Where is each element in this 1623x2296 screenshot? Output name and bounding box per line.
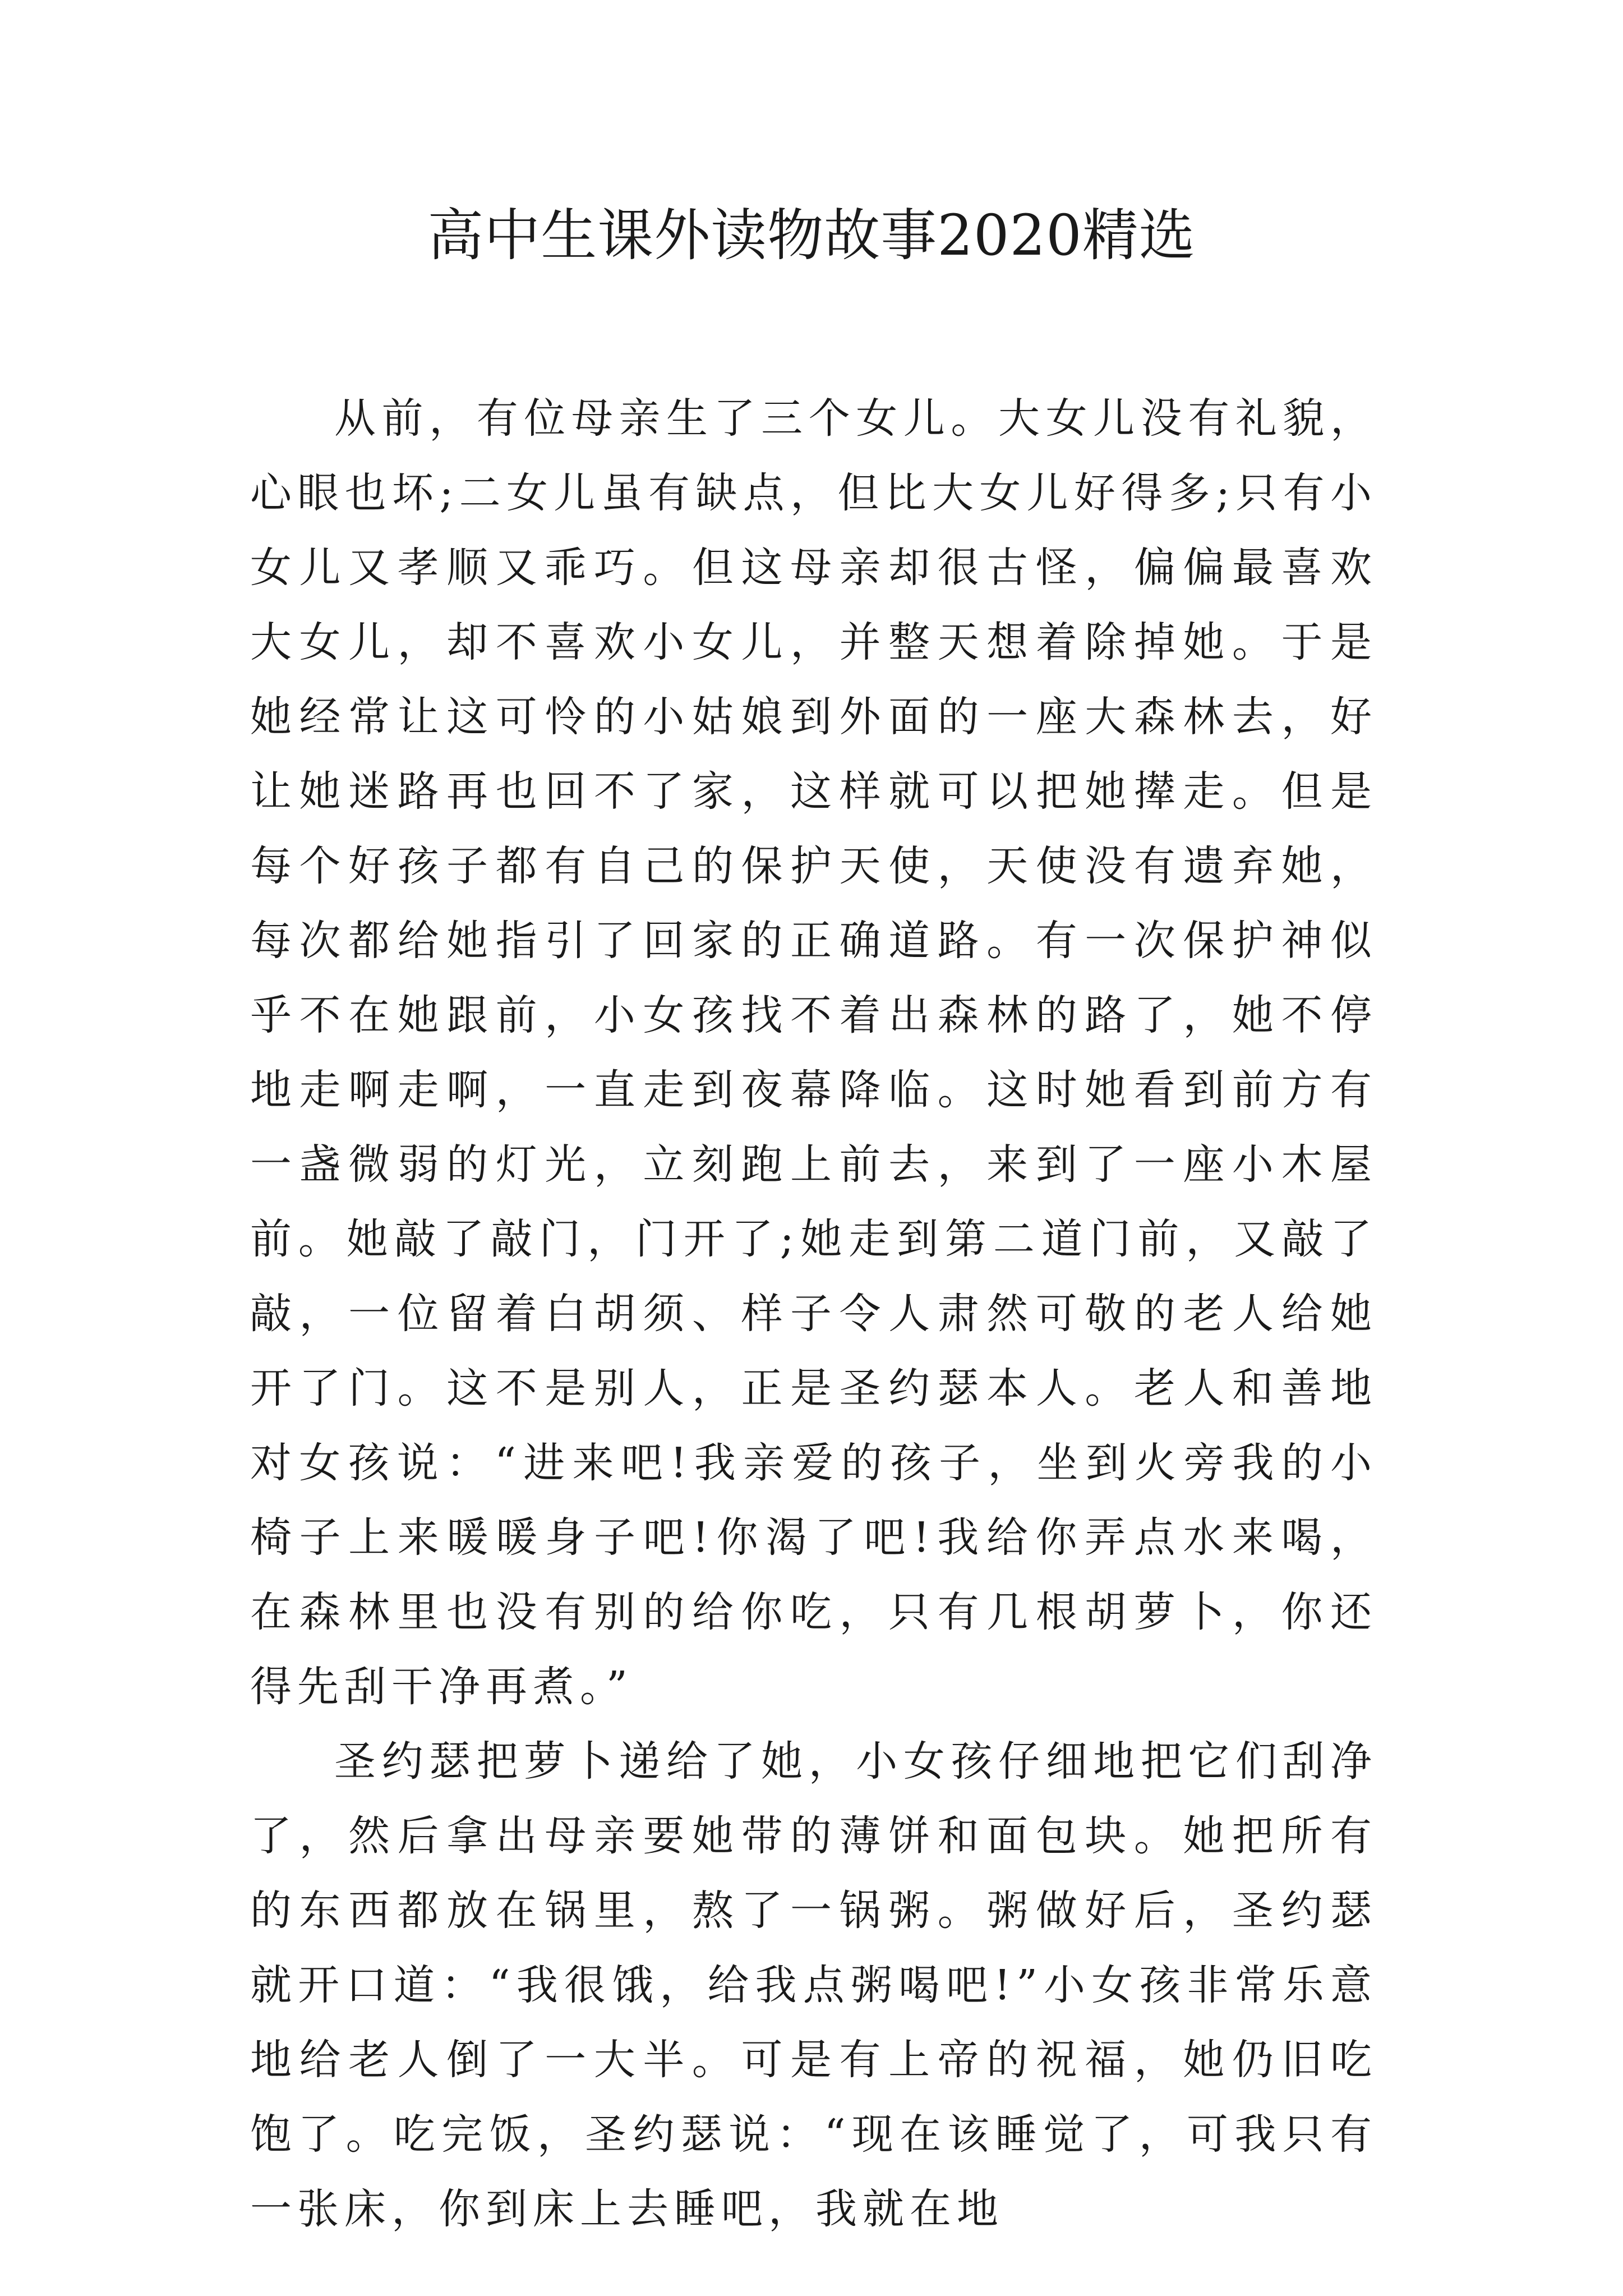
paragraph-2: 圣约瑟把萝卜递给了她，小女孩仔细地把它们刮净了，然后拿出母亲要她带的薄饼和面包块。她把所有的东西都放在锅里，熬了一锅粥。粥做好后，圣约瑟就开口道：“我很饿，给我点粥喝吧!”小女孩非常乐意地给老人倒了一大半。可是有上帝的祝福，她仍旧吃饱了。吃完饭，圣约瑟说：“现在该睡觉了，可我只有一张床，你到床上去睡吧，我就在地	[250, 1737, 1377, 2233]
paragraph-1: 从前，有位母亲生了三个女儿。大女儿没有礼貌，心眼也坏;二女儿虽有缺点，但比大女儿好得多;只有小女儿又孝顺又乖巧。但这母亲却很古怪，偏偏最喜欢大女儿，却不喜欢小女儿，并整天想着除掉她。于是她经常让这可怜的小姑娘到外面的一座大森林去，好让她迷路再也回不了家，这样就可以把她撵走。但是每个好孩子都有自己的保护天使，天使没有遗弃她，每次都给她指引了回家的正确道路。有一次保护神似乎不在她跟前，小女孩找不着出森林的路了，她不停地走啊走啊，一直走到夜幕降临。这时她看到前方有一盏微弱的灯光，立刻跑上前去，来到了一座小木屋前。她敲了敲门，门开了;她走到第二道门前，又敲了敲，一位留着白胡须、样子令人肃然可敬的老人给她开了门。这不是别人，正是圣约瑟本人。老人和善地对女孩说：“进来吧!我亲爱的孩子，坐到火旁我的小椅子上来暖暖身子吧!你渴了吧!我给你弄点水来喝，在森林里也没有别的给你吃，只有几根胡萝卜，你还得先刮干净再煮。”	[250, 394, 1377, 1711]
document-body	[250, 381, 1377, 2247]
document-title: 高中生课外读物故事2020精选	[427, 203, 1196, 268]
